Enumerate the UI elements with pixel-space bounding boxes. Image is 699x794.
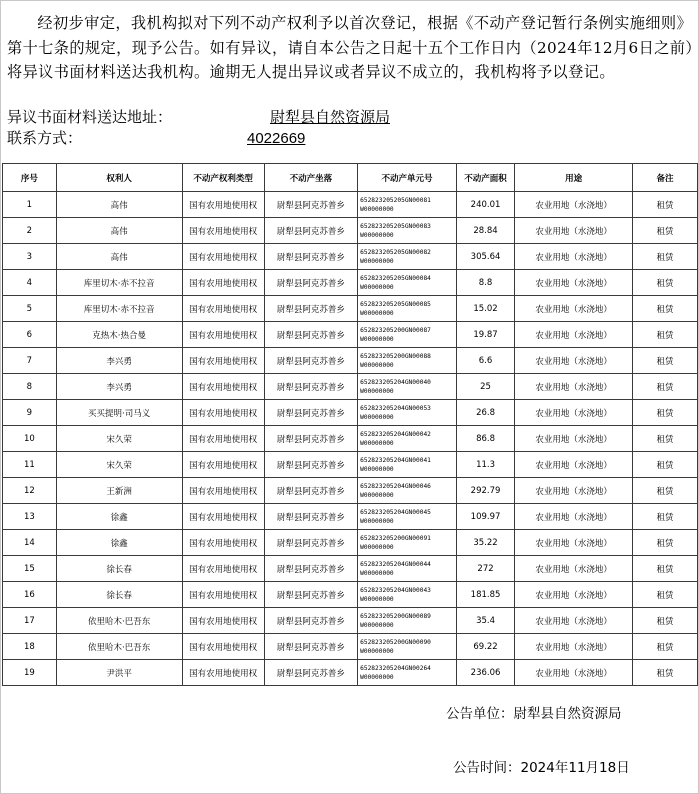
unit-number-cell (358, 556, 457, 582)
unit-number-part-b: W00000000 (360, 257, 394, 265)
note-cell: 租赁 (632, 218, 697, 244)
owner-cell: 库里切木·赤不拉音 (56, 270, 182, 296)
right-type-cell: 国有农用地使用权 (182, 634, 264, 660)
location-cell: 尉犁县阿克苏普乡 (264, 244, 358, 270)
unit-number-part-a: 652823205200GN00091 (360, 534, 431, 542)
owner-cell: 徐鑫 (56, 504, 182, 530)
table-row (3, 426, 698, 452)
owner-cell: 高伟 (56, 218, 182, 244)
area-cell: 11.3 (456, 452, 515, 478)
unit-number-cell (358, 634, 457, 660)
use-cell: 农业用地（水浇地） (515, 192, 633, 218)
owner-cell: 宋久荣 (56, 426, 182, 452)
use-cell: 农业用地（水浇地） (515, 270, 633, 296)
owner-cell: 徐长春 (56, 556, 182, 582)
notice-intro (7, 11, 695, 85)
owner-cell: 徐长春 (56, 582, 182, 608)
right-type-cell: 国有农用地使用权 (182, 374, 264, 400)
unit-number-cell (358, 452, 457, 478)
unit-number-part-b: W00000000 (360, 361, 394, 369)
unit-number-part-b: W00000000 (360, 543, 394, 551)
owner-cell: 依里哈木·巴吾东 (56, 634, 182, 660)
right-type-cell: 国有农用地使用权 (182, 296, 264, 322)
area-cell: 6.6 (456, 348, 515, 374)
note-cell: 租赁 (632, 660, 697, 686)
note-cell: 租赁 (632, 244, 697, 270)
row-number-cell: 9 (3, 400, 57, 426)
area-cell: 25 (456, 374, 515, 400)
unit-number-cell (358, 348, 457, 374)
unit-number-cell (358, 192, 457, 218)
owner-cell: 高伟 (56, 192, 182, 218)
location-cell: 尉犁县阿克苏普乡 (264, 556, 358, 582)
note-cell: 租赁 (632, 608, 697, 634)
unit-number-part-a: 652823205200GN00087 (360, 326, 431, 334)
row-number-cell: 13 (3, 504, 57, 530)
location-cell: 尉犁县阿克苏普乡 (264, 322, 358, 348)
unit-number-part-a: 652823205200GN00090 (360, 638, 431, 646)
unit-number-part-b: W00000000 (360, 673, 394, 681)
unit-number-part-a: 652823205204GN00041 (360, 456, 431, 464)
owner-cell: 尹洪平 (56, 660, 182, 686)
note-cell: 租赁 (632, 400, 697, 426)
date-line (453, 756, 630, 776)
right-type-cell: 国有农用地使用权 (182, 530, 264, 556)
unit-number-part-b: W00000000 (360, 309, 394, 317)
area-cell: 109.97 (456, 504, 515, 530)
area-cell: 35.4 (456, 608, 515, 634)
address-label: 异议书面材料送达地址： (7, 108, 173, 126)
note-cell: 租赁 (632, 582, 697, 608)
right-type-cell: 国有农用地使用权 (182, 608, 264, 634)
table-row (3, 348, 698, 374)
area-cell: 69.22 (456, 634, 515, 660)
unit-number-part-a: 652823205204GN00045 (360, 508, 431, 516)
contact-label: 联系方式： (7, 129, 83, 147)
issuer-label: 公告单位： (446, 706, 514, 722)
table-row (3, 634, 698, 660)
location-cell: 尉犁县阿克苏普乡 (264, 608, 358, 634)
area-cell: 35.22 (456, 530, 515, 556)
unit-number-cell (358, 296, 457, 322)
table-row (3, 504, 698, 530)
unit-number-part-b: W00000000 (360, 231, 394, 239)
unit-number-part-b: W00000000 (360, 205, 394, 213)
note-cell: 租赁 (632, 270, 697, 296)
right-type-cell: 国有农用地使用权 (182, 582, 264, 608)
unit-number-part-b: W00000000 (360, 465, 394, 473)
unit-number-part-a: 652823205204GN00043 (360, 586, 431, 594)
note-cell: 租赁 (632, 478, 697, 504)
owner-cell: 宋久荣 (56, 452, 182, 478)
unit-number-cell (358, 530, 457, 556)
table-row (3, 452, 698, 478)
table-row (3, 374, 698, 400)
row-number-cell: 12 (3, 478, 57, 504)
unit-number-part-a: 652823205204GN00040 (360, 378, 431, 386)
contact-line (7, 128, 405, 149)
area-cell: 181.85 (456, 582, 515, 608)
unit-number-part-a: 652823205204GN00044 (360, 560, 431, 568)
unit-number-cell (358, 270, 457, 296)
header-col-unit: 不动产单元号 (358, 164, 457, 192)
unit-number-cell (358, 582, 457, 608)
use-cell: 农业用地（水浇地） (515, 322, 633, 348)
address-line (7, 107, 405, 128)
unit-number-cell (358, 244, 457, 270)
table-row (3, 556, 698, 582)
area-cell: 15.02 (456, 296, 515, 322)
unit-number-part-b: W00000000 (360, 283, 394, 291)
notice-footer (1, 688, 698, 793)
unit-number-part-b: W00000000 (360, 517, 394, 525)
area-cell: 8.8 (456, 270, 515, 296)
table-row (3, 660, 698, 686)
row-number-cell: 2 (3, 218, 57, 244)
location-cell: 尉犁县阿克苏普乡 (264, 504, 358, 530)
right-type-cell: 国有农用地使用权 (182, 270, 264, 296)
right-type-cell: 国有农用地使用权 (182, 452, 264, 478)
date-label: 公告时间： (453, 760, 521, 776)
right-type-cell: 国有农用地使用权 (182, 244, 264, 270)
area-cell: 240.01 (456, 192, 515, 218)
use-cell: 农业用地（水浇地） (515, 660, 633, 686)
location-cell: 尉犁县阿克苏普乡 (264, 192, 358, 218)
use-cell: 农业用地（水浇地） (515, 504, 633, 530)
use-cell: 农业用地（水浇地） (515, 608, 633, 634)
property-table (2, 163, 698, 686)
owner-cell: 徐鑫 (56, 530, 182, 556)
note-cell: 租赁 (632, 348, 697, 374)
unit-number-cell (358, 504, 457, 530)
note-cell: 租赁 (632, 192, 697, 218)
row-number-cell: 17 (3, 608, 57, 634)
use-cell: 农业用地（水浇地） (515, 244, 633, 270)
unit-number-cell (358, 426, 457, 452)
table-header-row (3, 164, 698, 192)
location-cell: 尉犁县阿克苏普乡 (264, 478, 358, 504)
table-row (3, 192, 698, 218)
note-cell: 租赁 (632, 556, 697, 582)
row-number-cell: 5 (3, 296, 57, 322)
owner-cell: 库里切木·赤不拉音 (56, 296, 182, 322)
unit-number-part-a: 652823205204GN00264 (360, 664, 431, 672)
unit-number-part-b: W00000000 (360, 491, 394, 499)
unit-number-part-b: W00000000 (360, 569, 394, 577)
address-value: 尉犁县自然资源局 (269, 108, 390, 126)
location-cell: 尉犁县阿克苏普乡 (264, 270, 358, 296)
header-col-no: 序号 (3, 164, 57, 192)
unit-number-cell (358, 400, 457, 426)
unit-number-part-b: W00000000 (360, 621, 394, 629)
header-col-type: 不动产权利类型 (182, 164, 264, 192)
unit-number-part-a: 652823205205GN00081 (360, 196, 431, 204)
header-col-owner: 权利人 (56, 164, 182, 192)
unit-number-cell (358, 322, 457, 348)
unit-number-part-a: 652823205204GN00053 (360, 404, 431, 412)
unit-number-part-a: 652823205204GN00046 (360, 482, 431, 490)
right-type-cell: 国有农用地使用权 (182, 478, 264, 504)
location-cell: 尉犁县阿克苏普乡 (264, 582, 358, 608)
table-row (3, 582, 698, 608)
table-row (3, 244, 698, 270)
unit-number-cell (358, 660, 457, 686)
row-number-cell: 3 (3, 244, 57, 270)
location-cell: 尉犁县阿克苏普乡 (264, 296, 358, 322)
header-col-note: 备注 (632, 164, 697, 192)
location-cell: 尉犁县阿克苏普乡 (264, 218, 358, 244)
row-number-cell: 15 (3, 556, 57, 582)
note-cell: 租赁 (632, 322, 697, 348)
row-number-cell: 7 (3, 348, 57, 374)
area-cell: 19.87 (456, 322, 515, 348)
location-cell: 尉犁县阿克苏普乡 (264, 348, 358, 374)
owner-cell: 王新洲 (56, 478, 182, 504)
table-body (3, 192, 698, 686)
area-cell: 272 (456, 556, 515, 582)
note-cell: 租赁 (632, 374, 697, 400)
use-cell: 农业用地（水浇地） (515, 374, 633, 400)
row-number-cell: 1 (3, 192, 57, 218)
location-cell: 尉犁县阿克苏普乡 (264, 634, 358, 660)
row-number-cell: 14 (3, 530, 57, 556)
unit-number-cell (358, 218, 457, 244)
row-number-cell: 10 (3, 426, 57, 452)
row-number-cell: 6 (3, 322, 57, 348)
unit-number-part-a: 652823205200GN00089 (360, 612, 431, 620)
unit-number-part-a: 652823205205GN00085 (360, 300, 431, 308)
right-type-cell: 国有农用地使用权 (182, 660, 264, 686)
right-type-cell: 国有农用地使用权 (182, 322, 264, 348)
unit-number-cell (358, 608, 457, 634)
location-cell: 尉犁县阿克苏普乡 (264, 660, 358, 686)
right-type-cell: 国有农用地使用权 (182, 556, 264, 582)
use-cell: 农业用地（水浇地） (515, 400, 633, 426)
note-cell: 租赁 (632, 296, 697, 322)
table-row (3, 608, 698, 634)
use-cell: 农业用地（水浇地） (515, 478, 633, 504)
unit-number-part-a: 652823205205GN00083 (360, 222, 431, 230)
table-row (3, 270, 698, 296)
right-type-cell: 国有农用地使用权 (182, 504, 264, 530)
owner-cell: 高伟 (56, 244, 182, 270)
area-cell: 28.84 (456, 218, 515, 244)
use-cell: 农业用地（水浇地） (515, 426, 633, 452)
area-cell: 236.06 (456, 660, 515, 686)
contact-block (7, 107, 405, 149)
intro-paragraph: 经初步审定，我机构拟对下列不动产权利予以首次登记，根据《不动产登记暂行条例实施细则》第十七条的规定，现予公告。如有异议，请自本公告之日起十五个工作日内（2024年12月6日之前）将异议书面材料送达我机构。逾期无人提出异议或者异议不成立的，我机构将予以登记。 (7, 14, 694, 81)
unit-number-part-a: 652823205204GN00042 (360, 430, 431, 438)
note-cell: 租赁 (632, 530, 697, 556)
row-number-cell: 4 (3, 270, 57, 296)
use-cell: 农业用地（水浇地） (515, 582, 633, 608)
area-cell: 305.64 (456, 244, 515, 270)
location-cell: 尉犁县阿克苏普乡 (264, 530, 358, 556)
row-number-cell: 16 (3, 582, 57, 608)
unit-number-part-a: 652823205200GN00088 (360, 352, 431, 360)
table-row (3, 296, 698, 322)
use-cell: 农业用地（水浇地） (515, 348, 633, 374)
location-cell: 尉犁县阿克苏普乡 (264, 374, 358, 400)
date-value: 2024年11月18日 (520, 760, 630, 776)
location-cell: 尉犁县阿克苏普乡 (264, 426, 358, 452)
note-cell: 租赁 (632, 504, 697, 530)
location-cell: 尉犁县阿克苏普乡 (264, 400, 358, 426)
table-row (3, 218, 698, 244)
note-cell: 租赁 (632, 452, 697, 478)
unit-number-part-b: W00000000 (360, 595, 394, 603)
owner-cell: 李兴勇 (56, 348, 182, 374)
unit-number-cell (358, 374, 457, 400)
note-cell: 租赁 (632, 426, 697, 452)
header-col-use: 用途 (515, 164, 633, 192)
use-cell: 农业用地（水浇地） (515, 556, 633, 582)
table-row (3, 322, 698, 348)
use-cell: 农业用地（水浇地） (515, 634, 633, 660)
issuer-line (446, 702, 622, 722)
row-number-cell: 8 (3, 374, 57, 400)
right-type-cell: 国有农用地使用权 (182, 426, 264, 452)
header-col-area: 不动产面积 (456, 164, 515, 192)
row-number-cell: 11 (3, 452, 57, 478)
owner-cell: 李兴勇 (56, 374, 182, 400)
area-cell: 292.79 (456, 478, 515, 504)
unit-number-cell (358, 478, 457, 504)
unit-number-part-b: W00000000 (360, 387, 394, 395)
right-type-cell: 国有农用地使用权 (182, 348, 264, 374)
issuer-value: 尉犁县自然资源局 (513, 706, 622, 722)
use-cell: 农业用地（水浇地） (515, 452, 633, 478)
unit-number-part-b: W00000000 (360, 647, 394, 655)
right-type-cell: 国有农用地使用权 (182, 218, 264, 244)
row-number-cell: 18 (3, 634, 57, 660)
table-row (3, 400, 698, 426)
area-cell: 26.8 (456, 400, 515, 426)
location-cell: 尉犁县阿克苏普乡 (264, 452, 358, 478)
right-type-cell: 国有农用地使用权 (182, 400, 264, 426)
header-col-location: 不动产坐落 (264, 164, 358, 192)
contact-value: 4022669 (247, 130, 306, 147)
table-row (3, 530, 698, 556)
unit-number-part-b: W00000000 (360, 439, 394, 447)
use-cell: 农业用地（水浇地） (515, 296, 633, 322)
owner-cell: 克热木·热合曼 (56, 322, 182, 348)
owner-cell: 依里哈木·巴吾东 (56, 608, 182, 634)
area-cell: 86.8 (456, 426, 515, 452)
note-cell: 租赁 (632, 634, 697, 660)
unit-number-part-a: 652823205205GN00082 (360, 248, 431, 256)
unit-number-part-a: 652823205205GN00084 (360, 274, 431, 282)
unit-number-part-b: W00000000 (360, 413, 394, 421)
use-cell: 农业用地（水浇地） (515, 530, 633, 556)
table-row (3, 478, 698, 504)
row-number-cell: 19 (3, 660, 57, 686)
use-cell: 农业用地（水浇地） (515, 218, 633, 244)
right-type-cell: 国有农用地使用权 (182, 192, 264, 218)
unit-number-part-b: W00000000 (360, 335, 394, 343)
owner-cell: 买买提明·司马义 (56, 400, 182, 426)
